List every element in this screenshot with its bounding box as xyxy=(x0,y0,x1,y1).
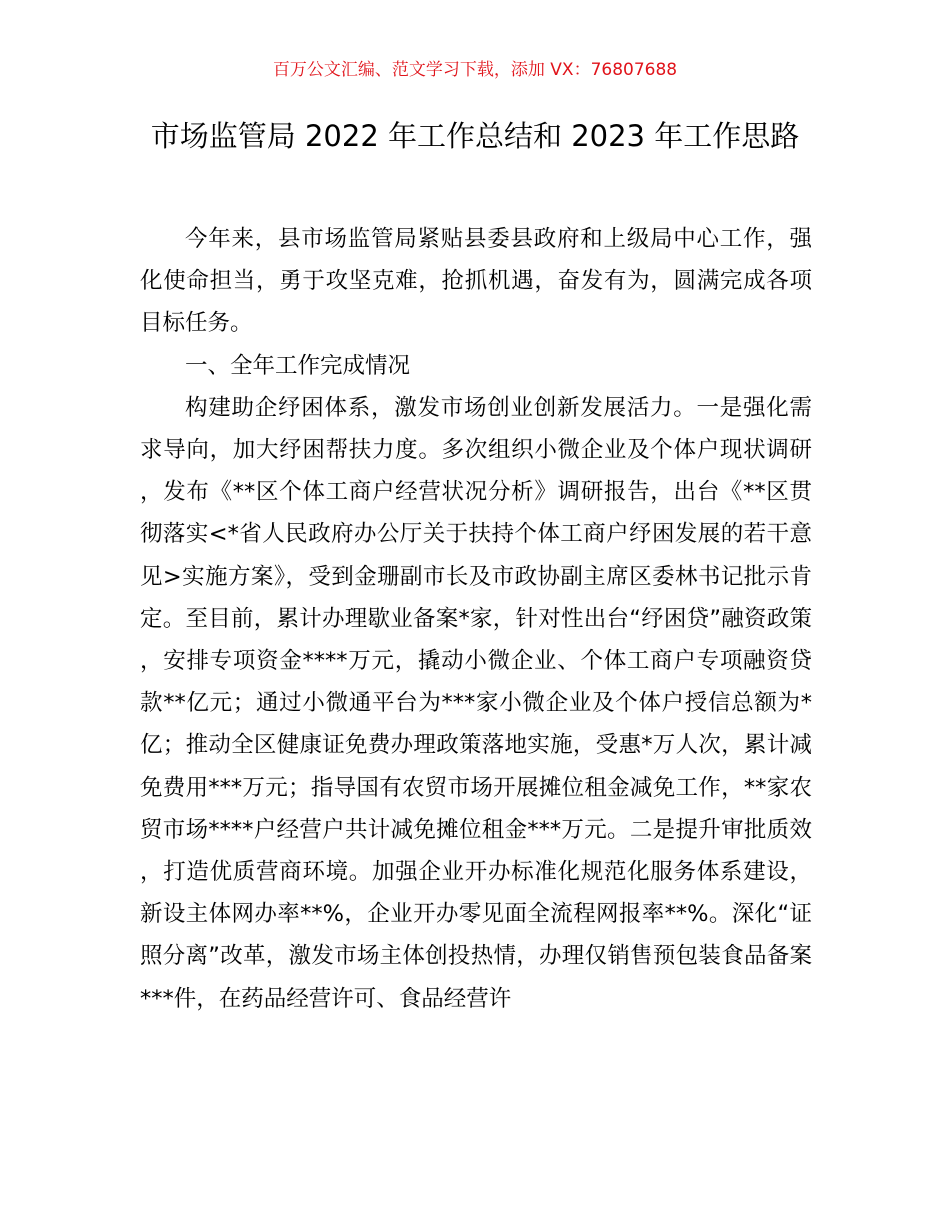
watermark-header: 百万公文汇编、范文学习下载，添加 VX：76807688 xyxy=(272,60,678,80)
document-title: 市场监管局 2022 年工作总结和 2023 年工作思路 xyxy=(150,119,800,153)
section-heading: 一、全年工作完成情况 xyxy=(185,352,411,379)
intro-paragraph: 今年来，县市场监管局紧贴县委县政府和上级局中心工作，强化使命担当，勇于攻坚克难，抢抓机遇，奋发有为，圆满完成各项目标任务。 xyxy=(140,226,812,337)
section-paragraph: 构建助企纾困体系，激发市场创业创新发展活力。一是强化需求导向，加大纾困帮扶力度。多次组织小微企业及个体户现状调研，发布《**区个体工商户经营状况分析》调研报告，出台《**区贯彻落实<*省人民政府办公厅关于扶持个体工商户纾困发展的若干意见>实施方案》，受到金珊副市长及市政协副主席区委林书记批示肯定。至目前，累计办理歇业备案*家，针对性出台“纾困贷”融资政策，安排专项资金****万元，撬动小微企业、个体工商户专项融资贷款**亿元；通过小微通平台为***家小微企业及个体户授信总额为*亿；推动全区健康证免费办理政策落地实施，受惠*万人次，累计减免费用***万元；指导国有农贸市场开展摊位租金减免工作，**家农贸市场****户经营户共计减免摊位租金***万元。二是提升审批质效，打造优质营商环境。加强企业开办标准化规范化服务体系建设，新设主体网办率**%，企业开办零见面全流程网报率**%。深化“证照分离”改革，激发市场主体创投热情，办理仅销售预包装食品备案***件，在药品经营许可、食品经营许 xyxy=(140,394,812,1012)
document-body xyxy=(140,218,812,1020)
